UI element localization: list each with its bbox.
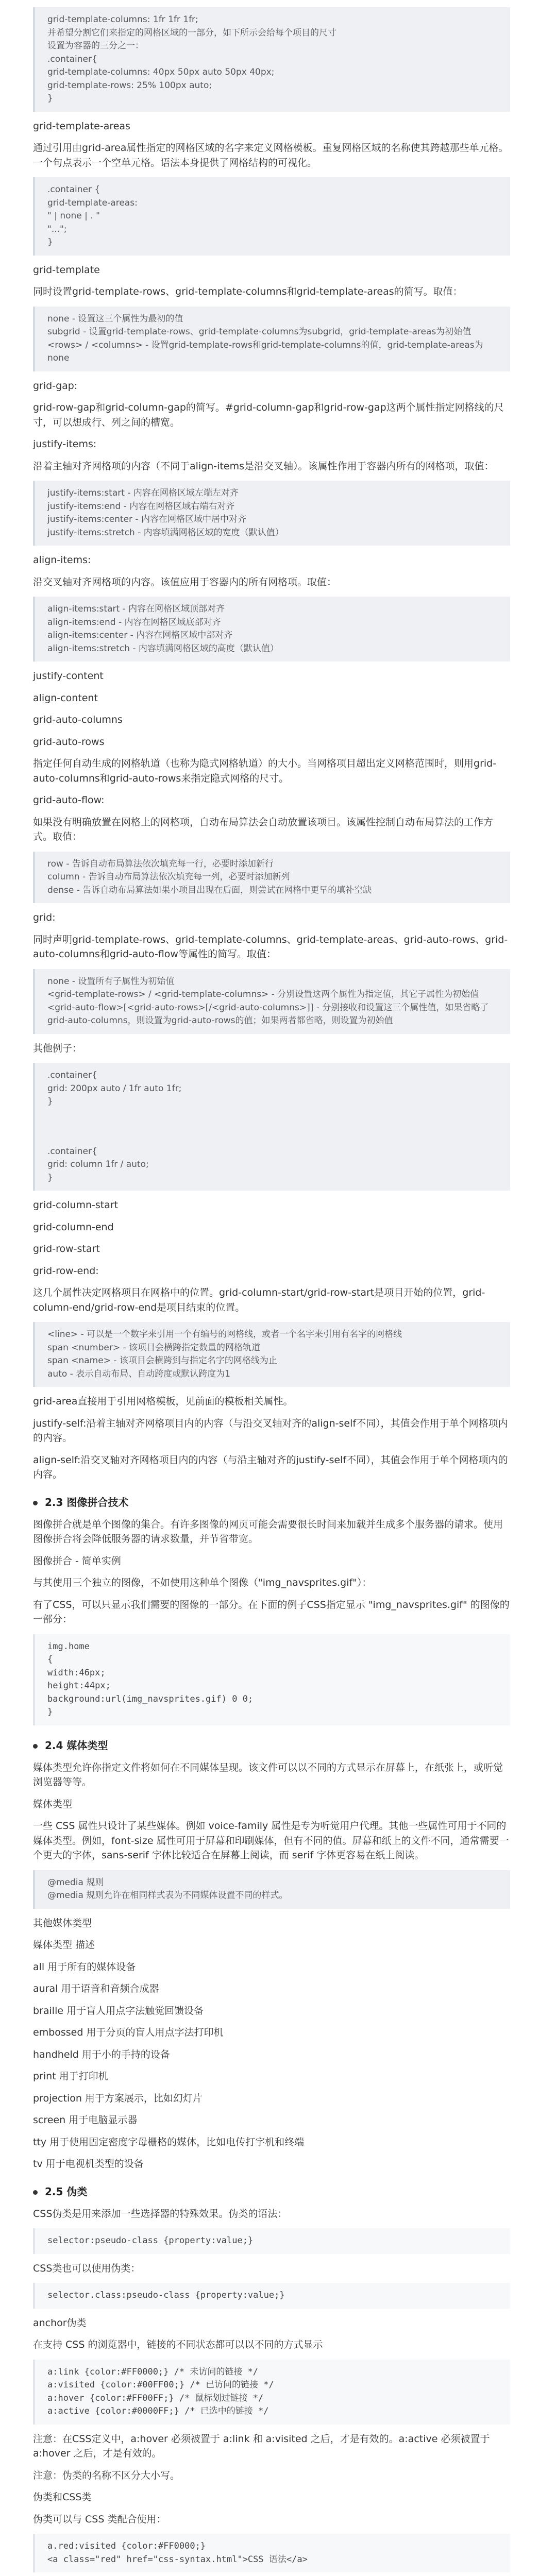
quote-block [33, 7, 510, 112]
quote-block [33, 597, 510, 662]
quote-line: } [47, 1172, 53, 1183]
quote-line: grid-template-columns: 1fr 1fr 1fr; [47, 14, 198, 25]
quote-line: auto - 表示自动布局、自动跨度或默认跨度为1 [47, 1368, 231, 1379]
paragraph: align-content [33, 692, 98, 704]
code-line: a:active {color:#0000FF;} /* 已选中的链接 */ [47, 2406, 269, 2417]
paragraph: justify-content [33, 670, 104, 682]
code-line: height:44px; [47, 1681, 111, 1691]
paragraph: 注意：伪类的名称不区分大小写。 [33, 2469, 180, 2481]
quote-line: grid-template-columns: 40px 50px auto 50px 40px; [47, 67, 275, 77]
paragraph: grid-row-end: [33, 1265, 99, 1277]
paragraph: grid-auto-rows [33, 736, 105, 748]
paragraph: braille 用于盲人用点字法触觉回馈设备 [33, 2005, 204, 2016]
code-line: img.home [47, 1641, 90, 1652]
quote-line: justify-items:center - 内容在网格区域中居中对齐 [47, 514, 246, 524]
quote-line: span <number> - 该项目会横跨指定数量的网格轨道 [47, 1342, 261, 1353]
paragraph: 注意：在CSS定义中，a:hover 必须被置于 a:link 和 a:visited 之后，才是有效的。a:active 必须被置于 a:hover 之后，才是有效的。 [33, 2433, 490, 2460]
paragraph: 如果没有明确放置在网格上的网格项，自动布局算法会自动放置该项目。该属性控制自动布局算法的工作方式。取值： [33, 816, 494, 842]
quote-block [33, 852, 510, 904]
code-line: a:hover {color:#FF00FF;} /* 鼠标划过链接 */ [47, 2393, 264, 2403]
paragraph: tv 用于电视机类型的设备 [33, 2158, 144, 2170]
bullet-dot-icon [33, 1501, 38, 1505]
paragraph: grid-area直接用于引用网格模板，见前面的模板相关属性。 [33, 1396, 293, 1408]
quote-line: 并希望分割它们来指定的网格区域的一部分，如下所示会给每个项目的尺寸 [47, 27, 336, 38]
paragraph: grid-column-end [33, 1221, 114, 1233]
quote-line: align-items:center - 内容在网格区域中部对齐 [47, 630, 233, 640]
quote-line: .container{ [47, 1146, 97, 1157]
paragraph: 图像拼合就是单个图像的集合。有许多图像的网页可能会需要很长时间来加载并生成多个服务器的请求。使用图像拼合将会降低服务器的请求数量，并节省带宽。 [33, 1518, 503, 1545]
code-line: } [47, 1707, 53, 1718]
paragraph: 指定任何自动生成的网格轨道（也称为隐式网格轨道）的大小。当网格项目超出定义网格范围时，则用grid-auto-columns和grid-auto-rows来指定隐式网格的尺寸。 [33, 758, 497, 784]
code-line: selector:pseudo-class {property:value;} [47, 2235, 254, 2246]
paragraph: grid-auto-flow: [33, 794, 105, 806]
paragraph: 同时声明grid-template-rows、grid-template-columns、grid-template-areas、grid-auto-rows、grid-auto-columns和grid-auto-flow等属性的简写。取值： [33, 934, 508, 960]
paragraph: embossed 用于分页的盲人用点字法打印机 [33, 2027, 224, 2039]
code-block [33, 2228, 510, 2254]
paragraph: 媒体类型允许你指定文件将如何在不同媒体呈现。该文件可以以不同的方式显示在屏幕上，在纸张上，或听觉浏览器等等。 [33, 1761, 503, 1788]
paragraph: 有了CSS，可以只显示我们需要的图像的一部分。在下面的例子CSS指定显示 "img_navsprites.gif" 的图像的一部分： [33, 1599, 510, 1625]
quote-block [33, 177, 510, 256]
quote-line: grid: 200px auto / 1fr auto 1fr; [47, 1083, 182, 1094]
paragraph: grid-column-start [33, 1199, 119, 1211]
code-line: a:visited {color:#00FF00;} /* 已访问的链接 */ [47, 2380, 274, 2391]
code-line: <a class="red" href="css-syntax.html">CSS 语法</a> [47, 2554, 308, 2565]
quote-line: dense - 告诉自动布局算法如果小项目出现在后面，则尝试在网格中更早的填补空缺 [47, 885, 372, 895]
code-block [33, 1634, 510, 1725]
quote-line: .container{ [47, 54, 97, 64]
paragraph: justify-self:沿着主轴对齐网格项目内的内容（与沿交叉轴对齐的align-self不同），其值会作用于单个网格项内的内容。 [33, 1417, 508, 1444]
quote-line: subgrid - 设置grid-template-rows、grid-template-columns为subgrid，grid-template-areas为初始值 [47, 327, 471, 337]
paragraph: 媒体类型 [33, 1798, 73, 1810]
code-line: { [47, 1654, 53, 1665]
section-heading [33, 1495, 510, 1510]
paragraph: 通过引用由grid-area属性指定的网格区域的名字来定义网格模板。重复网格区域的名称使其跨越那些单元格。一个句点表示一个空单元格。语法本身提供了网格结构的可视化。 [33, 142, 509, 168]
quote-line: align-items:start - 内容在网格区域顶部对齐 [47, 604, 225, 614]
quote-line: } [47, 237, 53, 247]
quote-block [33, 1870, 510, 1909]
quote-block [33, 307, 510, 371]
quote-line: @media 规则允许在相同样式表为不同媒体设置不同的样式。 [47, 1890, 288, 1901]
paragraph: 媒体类型 描述 [33, 1939, 95, 1951]
paragraph: CSS类也可以使用伪类： [33, 2262, 141, 2274]
bullet-dot-icon [33, 1744, 38, 1749]
paragraph: all 用于所有的媒体设备 [33, 1961, 136, 1973]
quote-block [33, 969, 510, 1034]
paragraph: 在支持 CSS 的浏览器中，链接的不同状态都可以以不同的方式显示 [33, 2339, 323, 2351]
quote-line: row - 告诉自动布局算法依次填充每一行，必要时添加新行 [47, 858, 274, 869]
quote-line: } [47, 93, 53, 104]
code-line: background:url(img_navsprites.gif) 0 0; [47, 1693, 254, 1704]
paragraph: grid-gap: [33, 380, 78, 392]
paragraph: justify-items: [33, 438, 97, 450]
section-heading-text: 2.5 伪类 [45, 2185, 88, 2198]
quote-line: grid-template-areas: [47, 197, 138, 208]
quote-line: @media 规则 [47, 1877, 104, 1888]
quote-line: justify-items:start - 内容在网格区域左端左对齐 [47, 488, 239, 498]
paragraph: handheld 用于小的手持的设备 [33, 2048, 170, 2060]
paragraph: anchor伪类 [33, 2317, 87, 2329]
quote-line [47, 1121, 498, 1133]
paragraph: grid: [33, 912, 56, 923]
paragraph: projection 用于方案展示，比如幻灯片 [33, 2092, 203, 2104]
quote-line [47, 1133, 498, 1145]
paragraph: aural 用于语音和音频合成器 [33, 1983, 159, 1995]
quote-line: .container { [47, 184, 100, 195]
paragraph: screen 用于电脑显示器 [33, 2114, 138, 2126]
quote-line: justify-items:end - 内容在网格区域右端右对齐 [47, 501, 235, 512]
paragraph: 图像拼合 - 简单实例 [33, 1555, 121, 1567]
paragraph: 同时设置grid-template-rows、grid-template-columns和grid-template-areas的简写。取值： [33, 286, 463, 297]
paragraph: 一些 CSS 属性只设计了某些媒体。例如 voice-family 属性是专为听觉用户代理。其他一些属性可用于不同的媒体类型。例如，font-size 属性可用于屏幕和印刷媒体，但有不同的值。屏幕和纸上的文件不同，通常需要一个更大的字体，sans-serif 字体比较适合在屏幕上阅读，而 serif 字体更容易在纸上阅读。 [33, 1820, 509, 1861]
code-block [33, 2283, 510, 2309]
bullet-dot-icon [33, 2190, 38, 2195]
quote-line: <grid-template-rows> / <grid-template-columns> - 分别设置这两个属性为指定值，其它子属性为初始值 [47, 989, 479, 999]
code-block [33, 2360, 510, 2425]
quote-line [47, 1109, 498, 1121]
paragraph: grid-template [33, 264, 100, 276]
quote-block [33, 481, 510, 546]
article-content [33, 7, 510, 2576]
paragraph: align-self:沿交叉轴对齐网格项目内的内容（与沿主轴对齐的justify-self不同），其值会作用于单个网格项内的内容。 [33, 1454, 508, 1481]
quote-line: align-items:stretch - 内容填满网格区域的高度（默认值） [47, 643, 279, 654]
quote-line: column - 告诉自动布局算法依次填充每一列，必要时添加新列 [47, 872, 290, 882]
code-block [33, 2534, 510, 2572]
paragraph: 与其使用三个独立的图像，不如使用这种单个图像（"img_navsprites.gif"）： [33, 1577, 372, 1589]
code-line: width:46px; [47, 1667, 106, 1678]
paragraph: print 用于打印机 [33, 2071, 108, 2082]
paragraph: 沿交叉轴对齐网格项的内容。该值应用于容器内的所有网格项。取值： [33, 576, 337, 588]
quote-line: <grid-auto-flow>[<grid-auto-rows>[/<grid-auto-columns>]] - 分别接收和设置这三个属性值，如果省略了grid-auto-columns，则设置为grid-auto-rows的值；如果两者都省略，则设置为初始值 [47, 1002, 489, 1026]
paragraph: 伪类可以与 CSS 类配合使用： [33, 2513, 166, 2525]
paragraph: 伪类和CSS类 [33, 2492, 92, 2503]
quote-line: .container{ [47, 1070, 97, 1080]
quote-line: grid-template-rows: 25% 100px auto; [47, 80, 212, 91]
code-line: selector.class:pseudo-class {property:value;} [47, 2290, 285, 2301]
code-line: a.red:visited {color:#FF0000;} [47, 2541, 206, 2552]
quote-line: <rows> / <columns> - 设置grid-template-rows和grid-template-columns的值，grid-template-areas为none [47, 340, 483, 363]
quote-line: grid: column 1fr / auto; [47, 1159, 149, 1170]
quote-line: } [47, 1096, 53, 1107]
quote-line: justify-items:stretch - 内容填满网格区域的宽度（默认值） [47, 527, 284, 538]
section-heading [33, 1738, 510, 1753]
quote-line: 设置为容器的三分之一： [47, 41, 144, 51]
paragraph: grid-row-gap和grid-column-gap的简写。#grid-column-gap和grid-row-gap这两个属性指定网格线的尺寸，可以想成行、列之间的槽宽。 [33, 402, 504, 428]
section-heading [33, 2184, 510, 2199]
section-heading-text: 2.3 图像拼合技术 [45, 1496, 129, 1509]
paragraph: grid-auto-columns [33, 714, 123, 725]
quote-line: " | none | . " [47, 211, 100, 221]
quote-line: span <name> - 该项目会横跨到与指定名字的网格线为止 [47, 1355, 277, 1366]
quote-line: none - 设置所有子属性为初始值 [47, 976, 175, 987]
paragraph: tty 用于使用固定密度字母栅格的媒体，比如电传打字机和终端 [33, 2136, 305, 2148]
paragraph: 其他例子： [33, 1042, 82, 1054]
paragraph: grid-row-start [33, 1243, 100, 1255]
paragraph: 其他媒体类型 [33, 1917, 92, 1929]
quote-line: align-items:end - 内容在网格区域底部对齐 [47, 617, 221, 628]
quote-line: none - 设置这三个属性为最初的值 [47, 313, 183, 324]
paragraph: 沿着主轴对齐网格项的内容（不同于align-items是沿交叉轴）。该属性作用于容器内所有的网格项，取值： [33, 460, 494, 472]
section-heading-text: 2.4 媒体类型 [45, 1739, 108, 1752]
paragraph: align-items: [33, 554, 91, 566]
quote-line: <line> - 可以是一个数字来引用一个有编号的网格线，或者一个名字来引用有名字的网格线 [47, 1329, 402, 1340]
paragraph: grid-template-areas [33, 120, 130, 132]
quote-line: "..."; [47, 224, 67, 234]
code-line: a:link {color:#FF0000;} /* 未访问的链接 */ [47, 2366, 259, 2377]
paragraph: CSS伪类是用来添加一些选择器的特殊效果。伪类的语法： [33, 2208, 288, 2219]
quote-block [33, 1063, 510, 1191]
quote-block [33, 1322, 510, 1387]
paragraph: 这几个属性决定网格项目在网格中的位置。grid-column-start/grid-row-start是项目开始的位置，grid-column-end/grid-row-end是项目结束的位置。 [33, 1287, 485, 1313]
